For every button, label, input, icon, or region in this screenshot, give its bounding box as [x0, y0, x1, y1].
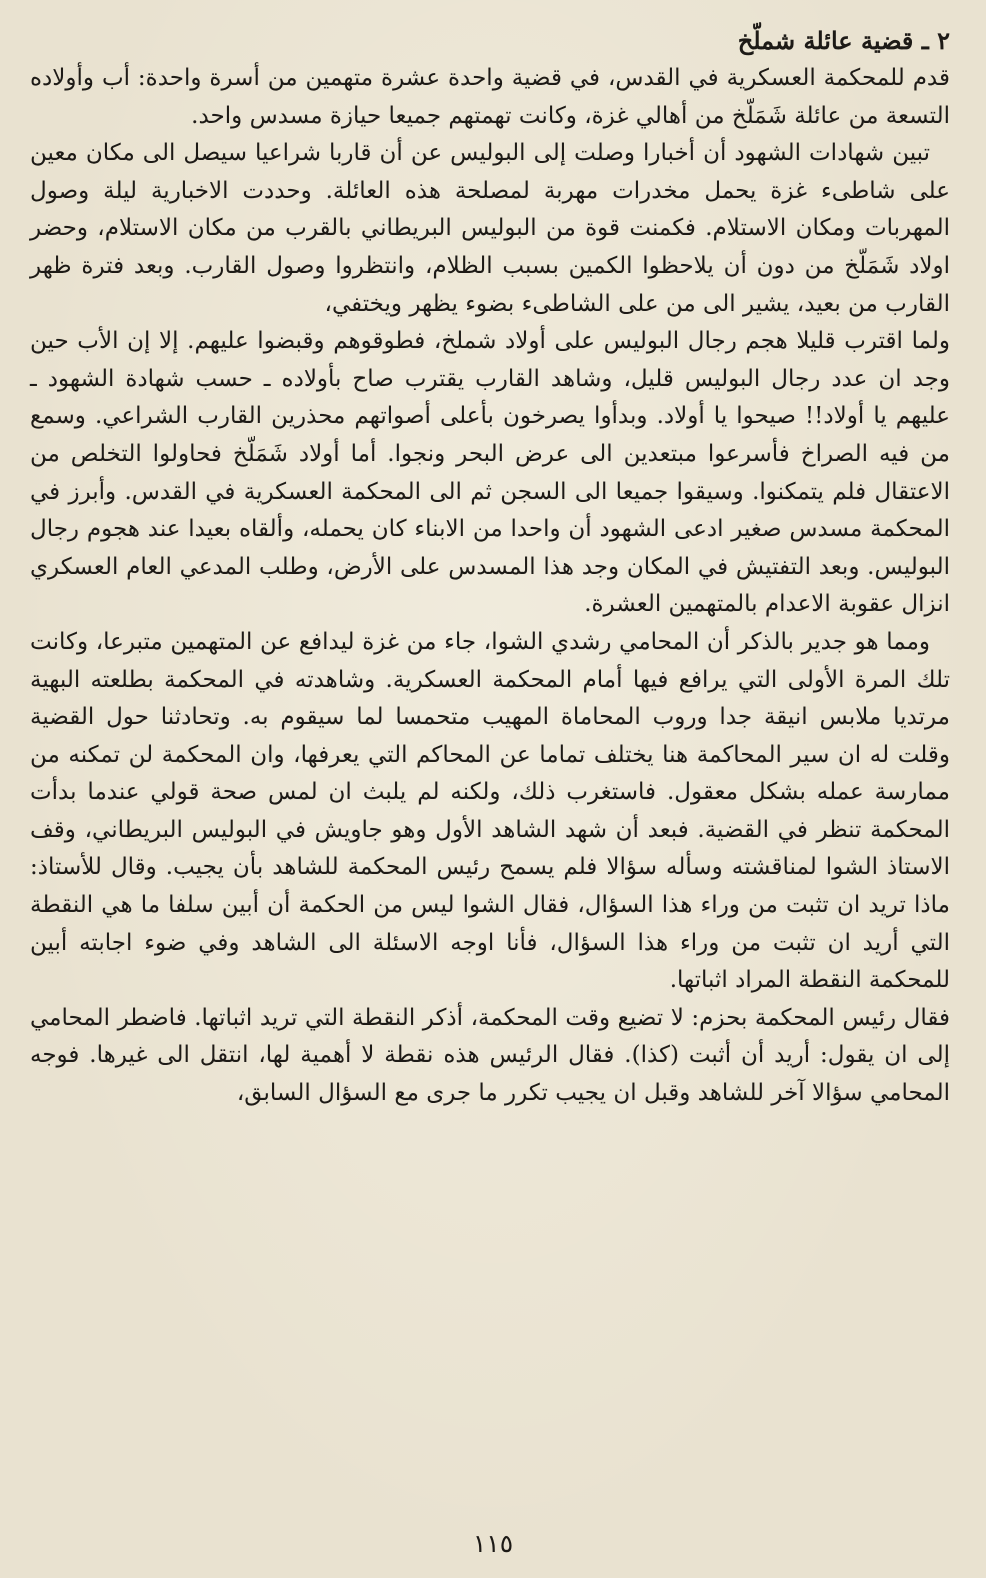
- paragraph-3: ولما اقترب قليلا هجم رجال البوليس على أولاد شملخ، فطوقوهم وقبضوا عليهم. إلا إن الأب حين وجد ان عدد رجال البوليس قليل، وشاهد القارب يقترب صاح بأولاده ـ حسب شهادة الشهود ـ عليهم يا أولاد!! صيحوا يا أولاد. وبدأوا يصرخون بأعلى أصواتهم محذرين القارب الشراعي. وسمع من فيه الصراخ فأسرعوا مبتعدين الى عرض البحر ونجوا. أما أولاد شَمَلّخ فحاولوا التخلص من الاعتقال فلم يتمكنوا. وسيقوا جميعا الى السجن ثم الى المحكمة العسكرية في القدس. وأبرز في المحكمة مسدس صغير ادعى الشهود أن واحدا من الابناء كان يحمله، وألقاه بعيدا عند هجوم رجال البوليس. وبعد التفتيش في المكان وجد هذا المسدس على الأرض، وطلب المدعي العام العسكري انزال عقوبة الاعدام بالمتهمين العشرة.: [30, 328, 950, 618]
- page-body: [30, 22, 950, 1113]
- page-number: ١١٥: [472, 1529, 514, 1558]
- paragraph-1: قدم للمحكمة العسكرية في القدس، في قضية واحدة عشرة متهمين من أسرة واحدة: أب وأولاده التسعة من عائلة شَمَلّخ من أهالي غزة، وكانت تهمتهم جميعا حيازة مسدس واحد.: [30, 65, 950, 129]
- paragraph-2: تبين شهادات الشهود أن أخبارا وصلت إلى البوليس عن أن قاربا شراعيا سيصل الى مكان معين على شاطىء غزة يحمل مخدرات مهربة لمصلحة هذه العائلة. وحددت الاخبارية ليلة وصول المهربات ومكان الاستلام. فكمنت قوة من البوليس البريطاني بالقرب من مكان الاستلام، وحضر اولاد شَمَلّخ من دون أن يلاحظوا الكمين بسبب الظلام، وانتظروا وصول القارب. وبعد فترة ظهر القارب من بعيد، يشير الى من على الشاطىء بضوء يظهر ويختفي،: [30, 140, 950, 317]
- section-heading: ٢ ـ قضية عائلة شملّخ: [737, 26, 950, 55]
- paragraph-5: فقال رئيس المحكمة بحزم: لا تضيع وقت المحكمة، أذكر النقطة التي تريد اثباتها. فاضطر المحامي إلى ان يقول: أريد أن أثبت (كذا). فقال الرئيس هذه نقطة لا أهمية لها، انتقل الى غيرها. فوجه المحامي سؤالا آخر للشاهد وقبل ان يجيب تكرر ما جرى مع السؤال السابق،: [30, 1004, 950, 1107]
- paragraph-4: ومما هو جدير بالذكر أن المحامي رشدي الشوا، جاء من غزة ليدافع عن المتهمين متبرعا، وكانت تلك المرة الأولى التي يرافع فيها أمام المحكمة العسكرية. وشاهدته في المحكمة بطلعته البهية مرتديا ملابس انيقة جدا وروب المحاماة المهيب متحمسا لما سيقوم به. وتحادثنا حول القضية وقلت له ان سير المحاكمة هنا يختلف تماما عن المحاكم التي يعرفها، وان المحكمة لن تمكنه من ممارسة عمله بشكل معقول. فاستغرب ذلك، ولكنه لم يلبث ان لمس صحة قولي عندما بدأت المحكمة تنظر في القضية. فبعد أن شهد الشاهد الأول وهو جاويش في البوليس البريطاني، وقف الاستاذ الشوا لمناقشته وسأله سؤالا فلم يسمح رئيس المحكمة للشاهد بأن يجيب. وقال للأستاذ: ماذا تريد ان تثبت من وراء هذا السؤال، فقال الشوا ليس من الحكمة أن أبين سلفا ما هي النقطة التي أريد ان تثبت من وراء هذا السؤال، فأنا اوجه الاسئلة الى الشاهد وفي ضوء اجابته أبين للمحكمة النقطة المراد اثباتها.: [30, 628, 950, 994]
